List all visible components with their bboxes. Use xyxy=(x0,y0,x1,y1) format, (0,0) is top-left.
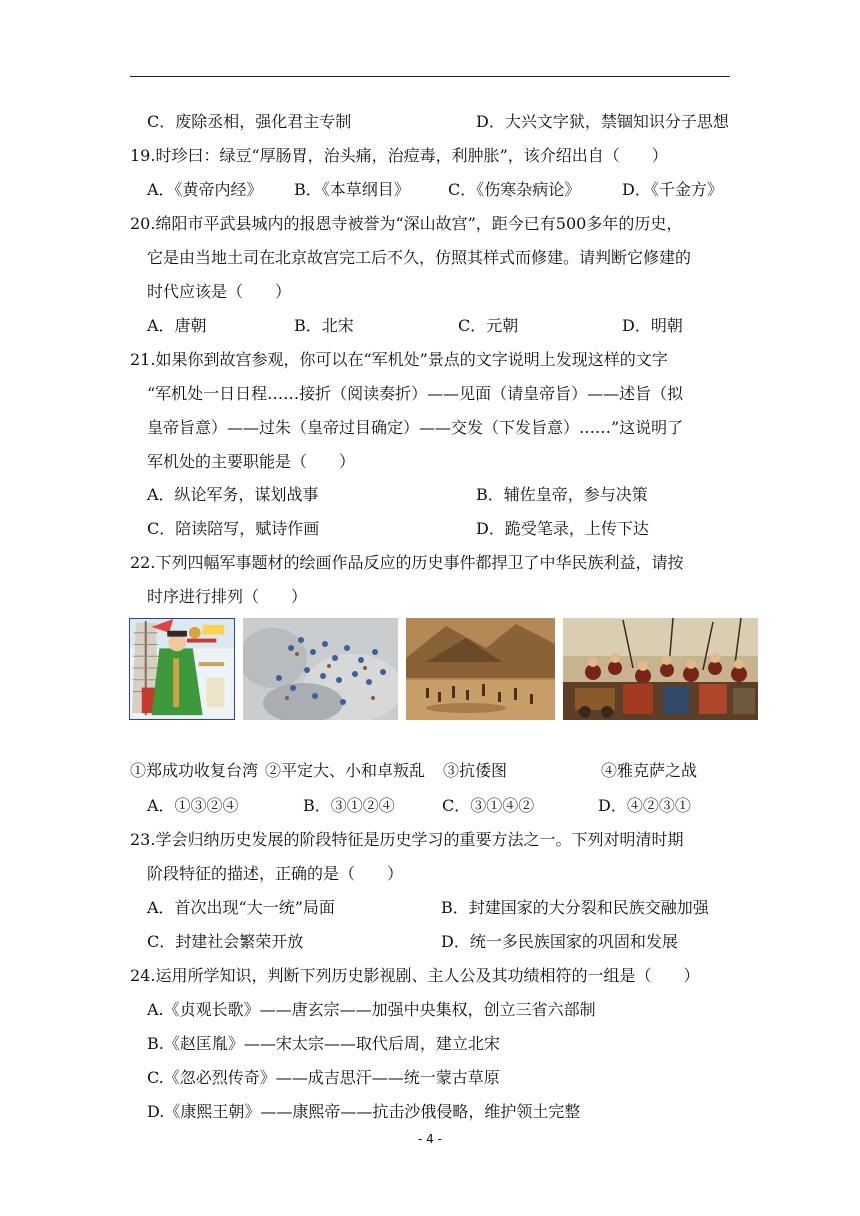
q21-stem-line3: 皇帝旨意）——过朱（皇帝过目确定）——交发（下发旨意）……”这说明了 xyxy=(147,418,684,437)
q23-option-d: D．统一多民族国家的巩固和发展 xyxy=(441,932,678,951)
q21-option-a: A．纵论军务，谋划战事 xyxy=(147,485,319,504)
q21-option-b: B．辅佐皇帝，参与决策 xyxy=(476,485,648,504)
q18-option-c: C．废除丞相，强化君主专制 xyxy=(147,112,352,131)
q19-option-b: B．《本草纲目》 xyxy=(294,180,410,199)
q21-option-d: D．跪受笔录，上传下达 xyxy=(476,519,649,538)
q19-option-c: C．《伤寒杂病论》 xyxy=(448,180,581,199)
q20-stem-line1: 20.绵阳市平武县城内的报恩寺被誉为“深山故宫”，距今已有500多年的历史， xyxy=(130,214,683,233)
q21-stem-line2: “军机处一日日程……接折（阅读奏折）——见面（请皇帝旨）——述旨（拟 xyxy=(147,384,684,403)
q22-option-d: D．④②③① xyxy=(598,796,691,815)
header-rule xyxy=(130,76,730,77)
q21-option-c: C．陪读陪写，赋诗作画 xyxy=(147,519,320,538)
q22-option-b: B．③①②④ xyxy=(303,796,395,815)
q19-option-d: D．《千金方》 xyxy=(622,180,723,199)
q23-stem-line1: 23.学会归纳历史发展的阶段特征是历史学习的重要方法之一。下列对明清时期 xyxy=(130,830,684,849)
q20-stem-line2: 它是由当地土司在北京故宫完工后不久，仿照其样式而修建。请判断它修建的 xyxy=(147,248,692,267)
q20-option-a: A．唐朝 xyxy=(147,316,207,335)
q21-stem-line4: 军机处的主要职能是（ ） xyxy=(147,452,356,471)
q20-option-b: B．北宋 xyxy=(294,316,354,335)
q24-stem: 24.运用所学知识，判断下列历史影视剧、主人公及其功绩相符的一组是（ ） xyxy=(130,966,700,985)
q20-stem-line3: 时代应该是（ ） xyxy=(147,282,292,301)
q23-stem-line2: 阶段特征的描述，正确的是（ ） xyxy=(147,864,404,883)
q22-caption-1: ①郑成功收复台湾 xyxy=(130,761,259,780)
q22-stem-line2: 时序进行排列（ ） xyxy=(147,587,308,606)
q24-option-b: B.《赵匡胤》——宋太宗——取代后周，建立北宋 xyxy=(147,1034,500,1053)
q22-option-c: C．③①④② xyxy=(442,796,535,815)
q22-caption-4: ④雅克萨之战 xyxy=(601,761,698,780)
q18-option-d: D．大兴文字狱，禁锢知识分子思想 xyxy=(476,112,729,131)
q22-caption-2: ②平定大、小和卓叛乱 xyxy=(265,761,426,780)
q24-option-c: C.《忽必烈传奇》——成吉思汗——统一蒙古草原 xyxy=(147,1068,500,1087)
q22-caption-3: ③抗倭图 xyxy=(443,761,508,780)
painting-kangwo-tu xyxy=(406,618,555,720)
painting-zheng-chenggong xyxy=(129,618,235,720)
q20-option-c: C．元朝 xyxy=(458,316,519,335)
q24-option-d: D.《康熙王朝》——康熙帝——抗击沙俄侵略，维护领土完整 xyxy=(147,1102,581,1121)
page-number: - 4 - xyxy=(418,1132,442,1146)
q20-option-d: D．明朝 xyxy=(622,316,683,335)
q22-stem-line1: 22.下列四幅军事题材的绘画作品反应的历史事件都捍卫了中华民族利益，请按 xyxy=(130,553,684,572)
q22-option-a: A．①③②④ xyxy=(147,796,239,815)
q23-option-b: B．封建国家的大分裂和民族交融加强 xyxy=(441,898,709,917)
painting-pingding-rebellion xyxy=(243,618,398,720)
q23-option-a: A．首次出现“大一统”局面 xyxy=(147,898,335,917)
painting-yakesa-battle xyxy=(563,618,758,720)
q19-stem: 19.时珍曰：绿豆“厚肠胃，治头痛，治痘毒，利肿胀”，该介绍出自（ ） xyxy=(130,146,668,165)
q23-option-c: C．封建社会繁荣开放 xyxy=(147,932,304,951)
q21-stem-line1: 21.如果你到故宫参观，你可以在“军机处”景点的文字说明上发现这样的文字 xyxy=(130,350,668,369)
q24-option-a: A.《贞观长歌》——唐玄宗——加强中央集权，创立三省六部制 xyxy=(147,1000,596,1019)
q19-option-a: A．《黄帝内经》 xyxy=(147,180,263,199)
